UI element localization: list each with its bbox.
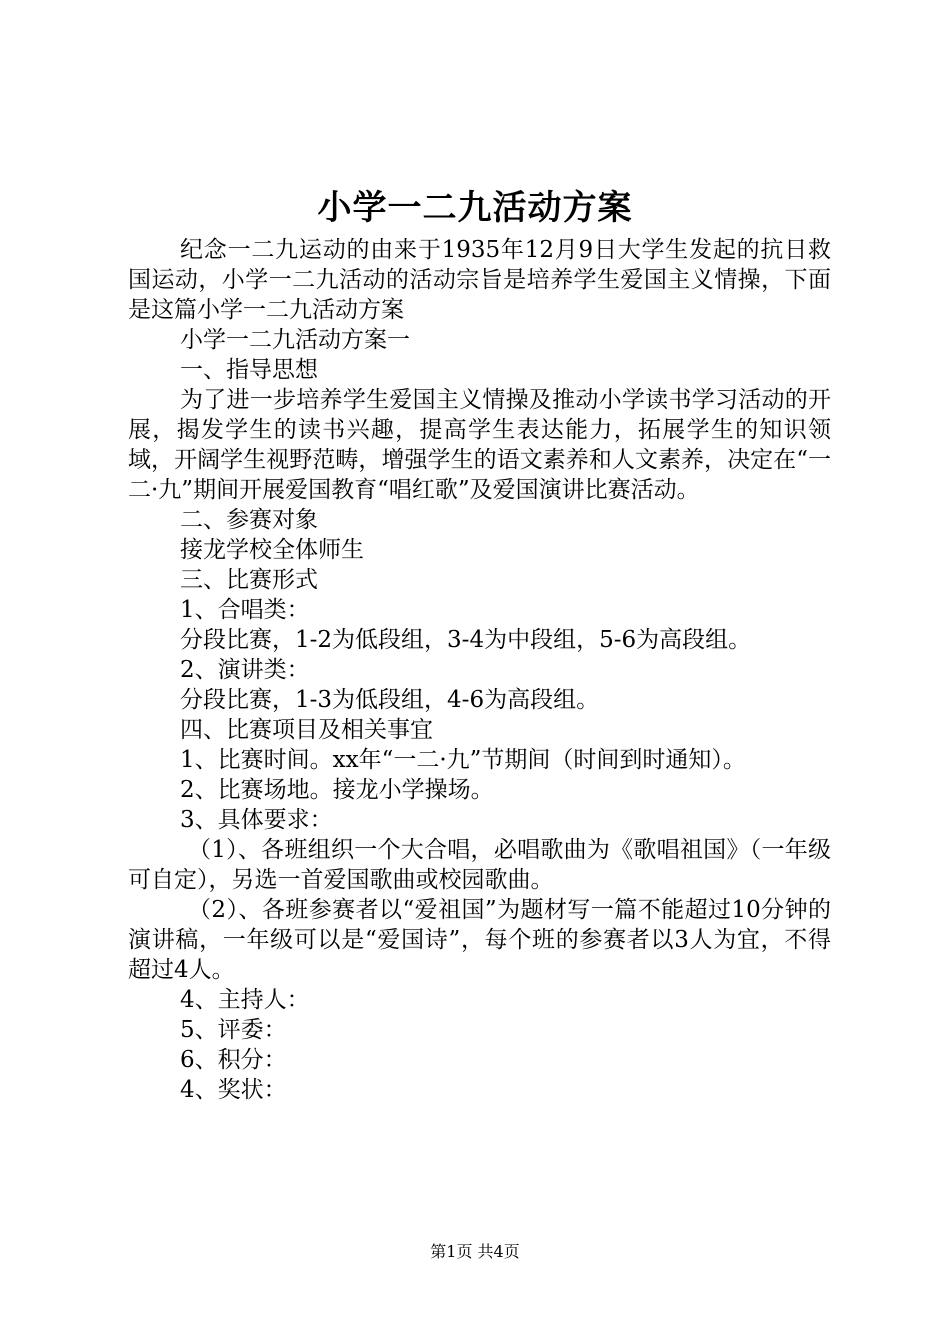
paragraph: 4、主持人： [180,987,310,1013]
paragraph: 4、奖状： [180,1077,287,1103]
document-title: 小学一二九活动方案 [317,188,633,228]
paragraph: 2、比赛场地。接龙小学操场。 [180,777,494,803]
section-heading: 四、比赛项目及相关事宜 [180,717,433,743]
paragraph: 分段比赛，1-2为低段组，3-4为中段组，5-6为高段组。 [180,627,752,653]
paragraph: 1、比赛时间。xx年“一二·九”节期间（时间到时通知）。 [180,747,746,773]
paragraph: （2）、各班参赛者以“爱祖国”为题材写一篇不能超过10分钟的演讲稿，一年级可以是“爱国诗”，每个班的参赛者以3人为宜，不得超过4人。 [128,897,831,983]
paragraph: （1）、各班组织一个大合唱，必唱歌曲为《歌唱祖国》（一年级可自定），另选一首爱国歌曲或校园歌曲。 [128,837,831,893]
section-heading: 一、指导思想 [180,357,318,383]
page-footer: 第1页 共4页 [430,1242,520,1261]
paragraph: 接龙学校全体师生 [180,537,364,563]
paragraph: 1、合唱类： [180,597,310,623]
paragraph: 为了进一步培养学生爱国主义情操及推动小学读书学习活动的开展，揭发学生的读书兴趣，提高学生表达能力，拓展学生的知识领域，开阔学生视野范畴，增强学生的语文素养和人文素养，决定在“一二·九”期间开展爱国教育“唱红歌”及爱国演讲比赛活动。 [128,387,831,503]
paragraph: 6、积分： [180,1047,287,1073]
section-heading: 二、参赛对象 [180,507,318,533]
paragraph: 2、演讲类： [180,657,310,683]
paragraph: 3、具体要求： [180,807,333,833]
section-heading: 三、比赛形式 [180,567,318,593]
paragraph: 小学一二九活动方案一 [180,327,410,353]
paragraph: 纪念一二九运动的由来于1935年12月9日大学生发起的抗日救国运动，小学一二九活动的活动宗旨是培养学生爱国主义情操，下面是这篇小学一二九活动方案 [128,237,831,323]
paragraph: 分段比赛，1-3为低段组，4-6为高段组。 [180,687,600,713]
document-body [128,235,831,1105]
paragraph: 5、评委： [180,1017,287,1043]
